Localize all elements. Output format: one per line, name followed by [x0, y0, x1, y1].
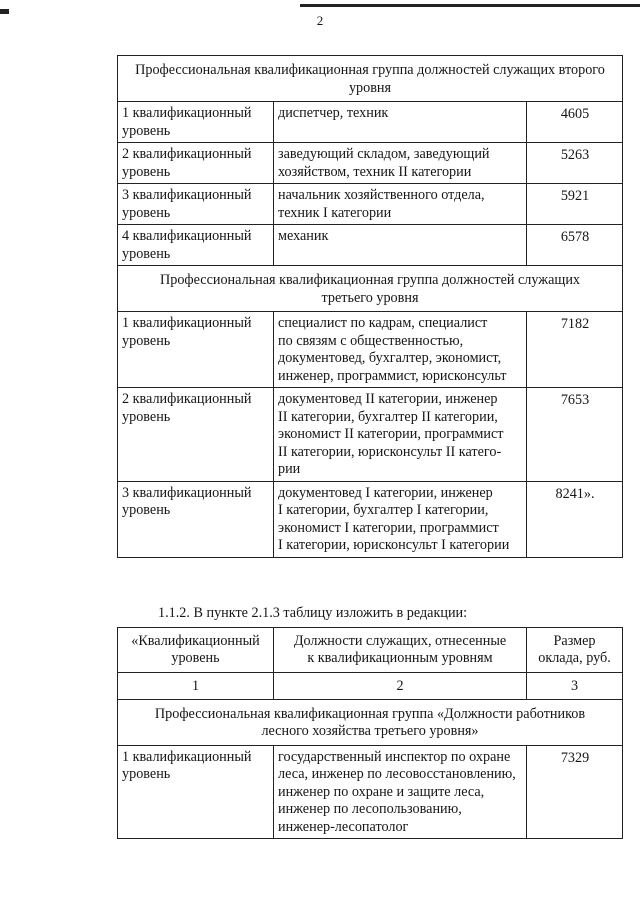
- group-title: Профессиональная квалификационная группа должностей служащих второго уровня: [118, 56, 623, 102]
- header-level: «Квалификационный уровень: [118, 628, 274, 673]
- column-number: 1: [118, 673, 274, 700]
- table-row: [118, 312, 623, 388]
- salary-value: 7653: [527, 388, 623, 482]
- qualification-level: 1 квалификационный уровень: [118, 102, 274, 143]
- salary-value: 5263: [527, 143, 623, 184]
- table-row: [118, 143, 623, 184]
- group-heading-row: [118, 699, 623, 745]
- salary-value: 7182: [527, 312, 623, 388]
- salary-table-1: [117, 55, 623, 558]
- salary-value: 4605: [527, 102, 623, 143]
- positions-list: государственный инспектор по охране леса, инженер по лесовосстановлению, инженер по охране и защите леса, инженер по лесопользованию, инженер-лесопатолог: [274, 745, 527, 839]
- column-number-row: [118, 673, 623, 700]
- table-header-row: [118, 628, 623, 673]
- header-salary: Размер оклада, руб.: [527, 628, 623, 673]
- positions-list: начальник хозяйственного отдела, техник I категории: [274, 184, 527, 225]
- salary-value: 8241».: [527, 481, 623, 557]
- qualification-level: 2 квалификационный уровень: [118, 143, 274, 184]
- qualification-level: 3 квалификационный уровень: [118, 184, 274, 225]
- table-row: [118, 102, 623, 143]
- qualification-level: 4 квалификационный уровень: [118, 225, 274, 266]
- page-number: 2: [316, 13, 324, 28]
- positions-list: специалист по кадрам, специалист по связям с общественностью, документовед, бухгалтер, экономист, инженер, программист, юрисконсульт: [274, 312, 527, 388]
- column-number: 2: [274, 673, 527, 700]
- positions-list: документовед I категории, инженер I категории, бухгалтер I категории, экономист I категории, программист I категории, юрисконсульт I категории: [274, 481, 527, 557]
- table-row: [118, 225, 623, 266]
- group-heading-row: [118, 56, 623, 102]
- qualification-level: 3 квалификационный уровень: [118, 481, 274, 557]
- amendment-paragraph: 1.1.2. В пункте 2.1.3 таблицу изложить в редакции:: [158, 605, 468, 621]
- positions-list: механик: [274, 225, 527, 266]
- table-row: [118, 184, 623, 225]
- scan-edge-top: [300, 4, 640, 7]
- positions-list: документовед II категории, инженер II категории, бухгалтер II категории, экономист II категории, программист II категории, юрисконсульт II катего- рии: [274, 388, 527, 482]
- group-title: Профессиональная квалификационная группа должностей служащих третьего уровня: [118, 266, 623, 312]
- group-title: Профессиональная квалификационная группа «Должности работников лесного хозяйства третьего уровня»: [118, 699, 623, 745]
- salary-table-2: [117, 627, 623, 839]
- group-heading-row: [118, 266, 623, 312]
- salary-value: 7329: [527, 745, 623, 839]
- table-row: [118, 481, 623, 557]
- table-row: [118, 388, 623, 482]
- qualification-level: 1 квалификационный уровень: [118, 745, 274, 839]
- qualification-level: 2 квалификационный уровень: [118, 388, 274, 482]
- salary-value: 6578: [527, 225, 623, 266]
- column-number: 3: [527, 673, 623, 700]
- header-positions: Должности служащих, отнесенные к квалификационным уровням: [274, 628, 527, 673]
- salary-value: 5921: [527, 184, 623, 225]
- table-row: [118, 745, 623, 839]
- positions-list: заведующий складом, заведующий хозяйством, техник II категории: [274, 143, 527, 184]
- positions-list: диспетчер, техник: [274, 102, 527, 143]
- qualification-level: 1 квалификационный уровень: [118, 312, 274, 388]
